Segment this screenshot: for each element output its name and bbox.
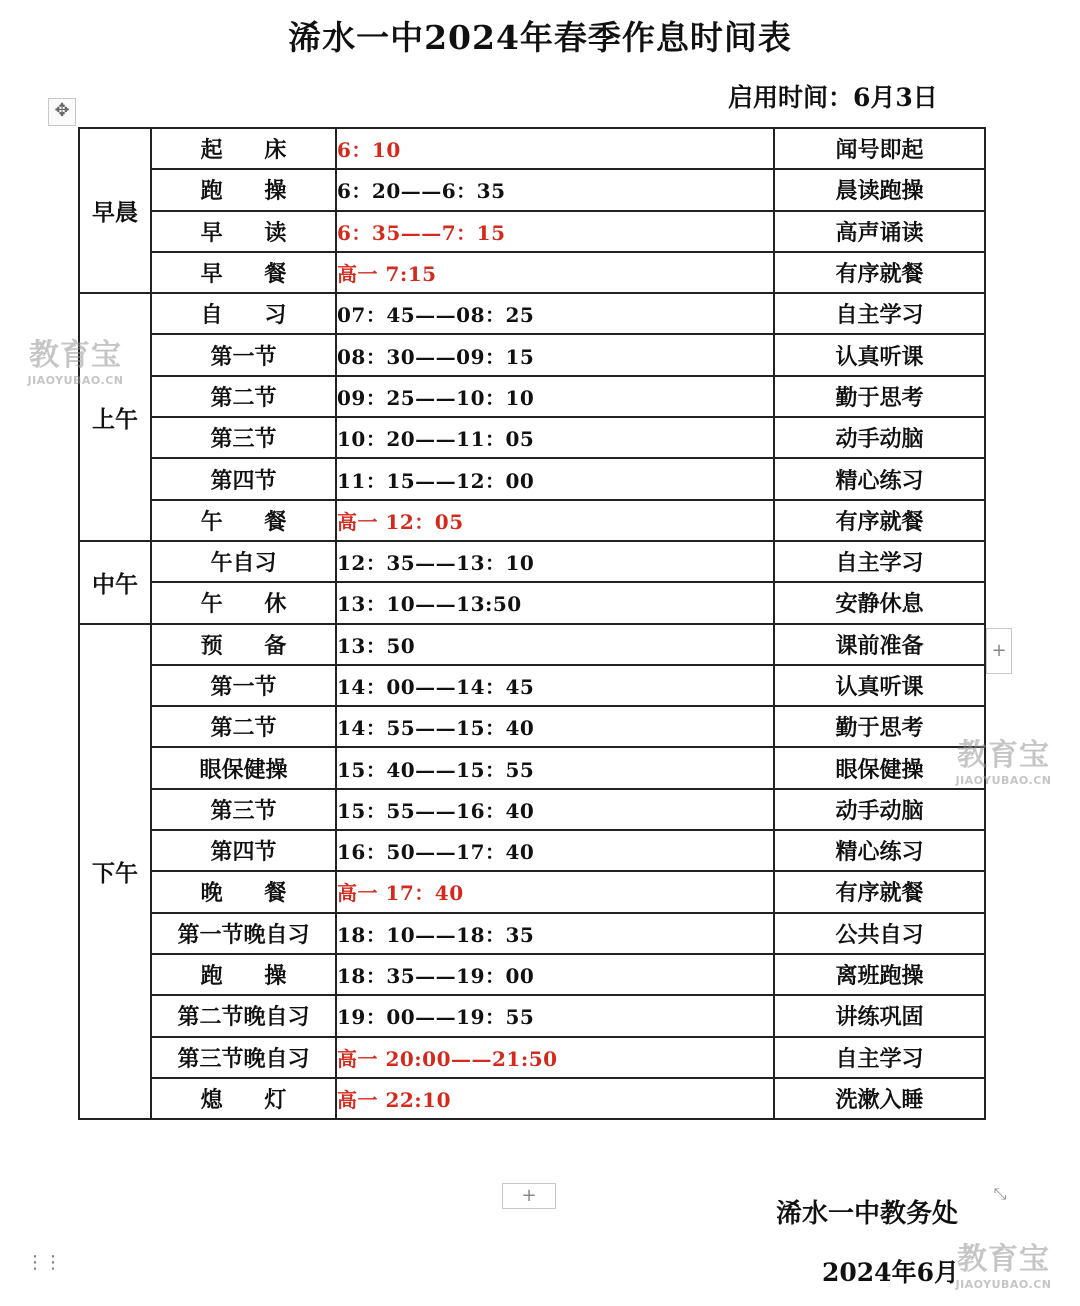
activity-cell: 第四节 <box>151 458 336 499</box>
time-cell: 高一 22:10 <box>336 1078 774 1119</box>
table-row <box>79 1037 985 1078</box>
table-row <box>79 995 985 1036</box>
activity-cell: 第三节 <box>151 789 336 830</box>
table-move-handle-icon[interactable]: ✥ <box>48 98 76 126</box>
watermark-subtext: JIAOYUBAO.CN <box>955 774 1052 787</box>
time-cell: 高一 17：40 <box>336 871 774 912</box>
note-cell: 有序就餐 <box>774 500 985 541</box>
table-row <box>79 582 985 623</box>
time-cell: 11：15——12：00 <box>336 458 774 499</box>
schedule-table <box>78 127 986 1120</box>
period-cell: 上午 <box>79 293 151 541</box>
activity-cell: 第二节晚自习 <box>151 995 336 1036</box>
table-row <box>79 128 985 169</box>
table-row <box>79 458 985 499</box>
table-row <box>79 211 985 252</box>
table-row <box>79 624 985 665</box>
time-cell: 07：45——08：25 <box>336 293 774 334</box>
table-row <box>79 500 985 541</box>
table-row <box>79 789 985 830</box>
note-cell: 讲练巩固 <box>774 995 985 1036</box>
table-row <box>79 252 985 293</box>
time-cell: 高一 7:15 <box>336 252 774 293</box>
time-cell: 18：35——19：00 <box>336 954 774 995</box>
time-cell: 6：35——7：15 <box>336 211 774 252</box>
effective-date: 启用时间：6月3日 <box>728 83 938 112</box>
activity-cell: 预 备 <box>151 624 336 665</box>
note-cell: 勤于思考 <box>774 706 985 747</box>
time-cell: 15：55——16：40 <box>336 789 774 830</box>
note-cell: 安静休息 <box>774 582 985 623</box>
note-cell: 动手动脑 <box>774 417 985 458</box>
issuer-signature: 浠水一中教务处 <box>776 1199 959 1229</box>
note-cell: 自主学习 <box>774 293 985 334</box>
watermark-subtext: JIAOYUBAO.CN <box>955 1278 1052 1291</box>
watermark-subtext: JIAOYUBAO.CN <box>27 374 124 387</box>
watermark-text: 教育宝 <box>957 738 1050 773</box>
activity-cell: 第一节晚自习 <box>151 913 336 954</box>
activity-cell: 午自习 <box>151 541 336 582</box>
table-row <box>79 665 985 706</box>
time-cell: 高一 20:00——21:50 <box>336 1037 774 1078</box>
time-cell: 6：20——6：35 <box>336 169 774 210</box>
note-cell: 有序就餐 <box>774 252 985 293</box>
note-cell: 课前准备 <box>774 624 985 665</box>
table-row <box>79 954 985 995</box>
note-cell: 认真听课 <box>774 665 985 706</box>
note-cell: 洗漱入睡 <box>774 1078 985 1119</box>
watermark-logo <box>946 730 1061 787</box>
activity-cell: 熄 灯 <box>151 1078 336 1119</box>
time-cell: 19：00——19：55 <box>336 995 774 1036</box>
time-cell: 09：25——10：10 <box>336 376 774 417</box>
activity-cell: 第三节晚自习 <box>151 1037 336 1078</box>
table-row <box>79 913 985 954</box>
table-row <box>79 1078 985 1119</box>
time-cell: 13：10——13:50 <box>336 582 774 623</box>
note-cell: 动手动脑 <box>774 789 985 830</box>
note-cell: 勤于思考 <box>774 376 985 417</box>
add-column-button[interactable]: + <box>986 628 1012 674</box>
table-row <box>79 417 985 458</box>
activity-cell: 晚 餐 <box>151 871 336 912</box>
table-row <box>79 747 985 788</box>
note-cell: 自主学习 <box>774 541 985 582</box>
period-cell: 中午 <box>79 541 151 624</box>
watermark-logo <box>946 1234 1061 1291</box>
period-cell: 早晨 <box>79 128 151 293</box>
activity-cell: 第二节 <box>151 376 336 417</box>
time-cell: 08：30——09：15 <box>336 334 774 375</box>
time-cell: 16：50——17：40 <box>336 830 774 871</box>
activity-cell: 起 床 <box>151 128 336 169</box>
time-cell: 高一 12：05 <box>336 500 774 541</box>
table-row <box>79 293 985 334</box>
note-cell: 有序就餐 <box>774 871 985 912</box>
activity-cell: 跑 操 <box>151 169 336 210</box>
note-cell: 认真听课 <box>774 334 985 375</box>
table-row <box>79 376 985 417</box>
table-resize-icon[interactable]: ⤡ <box>993 1184 1007 1203</box>
activity-cell: 午 休 <box>151 582 336 623</box>
time-cell: 14：55——15：40 <box>336 706 774 747</box>
add-row-button[interactable]: + <box>502 1183 556 1209</box>
activity-cell: 自 习 <box>151 293 336 334</box>
table-row <box>79 334 985 375</box>
note-cell: 晨读跑操 <box>774 169 985 210</box>
note-cell: 精心练习 <box>774 458 985 499</box>
period-cell: 下午 <box>79 624 151 1120</box>
activity-cell: 午 餐 <box>151 500 336 541</box>
time-cell: 14：00——14：45 <box>336 665 774 706</box>
time-cell: 10：20——11：05 <box>336 417 774 458</box>
watermark-logo <box>18 330 133 387</box>
note-cell: 闻号即起 <box>774 128 985 169</box>
activity-cell: 第三节 <box>151 417 336 458</box>
note-cell: 自主学习 <box>774 1037 985 1078</box>
watermark-text: 教育宝 <box>957 1242 1050 1277</box>
page-title: 浠水一中2024年春季作息时间表 <box>288 18 792 57</box>
activity-cell: 第一节 <box>151 334 336 375</box>
activity-cell: 早 餐 <box>151 252 336 293</box>
table-row <box>79 169 985 210</box>
table-row <box>79 706 985 747</box>
paragraph-drag-icon[interactable]: ⋮⋮ <box>26 1252 62 1273</box>
activity-cell: 早 读 <box>151 211 336 252</box>
note-cell: 高声诵读 <box>774 211 985 252</box>
activity-cell: 第二节 <box>151 706 336 747</box>
time-cell: 6：10 <box>336 128 774 169</box>
table-row <box>79 541 985 582</box>
note-cell: 眼保健操 <box>774 747 985 788</box>
time-cell: 12：35——13：10 <box>336 541 774 582</box>
note-cell: 公共自习 <box>774 913 985 954</box>
activity-cell: 第四节 <box>151 830 336 871</box>
table-row <box>79 871 985 912</box>
time-cell: 13：50 <box>336 624 774 665</box>
time-cell: 15：40——15：55 <box>336 747 774 788</box>
time-cell: 18：10——18：35 <box>336 913 774 954</box>
issue-date: 2024年6月 <box>822 1258 959 1287</box>
activity-cell: 第一节 <box>151 665 336 706</box>
activity-cell: 跑 操 <box>151 954 336 995</box>
table-row <box>79 830 985 871</box>
note-cell: 精心练习 <box>774 830 985 871</box>
watermark-text: 教育宝 <box>29 338 122 373</box>
note-cell: 离班跑操 <box>774 954 985 995</box>
activity-cell: 眼保健操 <box>151 747 336 788</box>
